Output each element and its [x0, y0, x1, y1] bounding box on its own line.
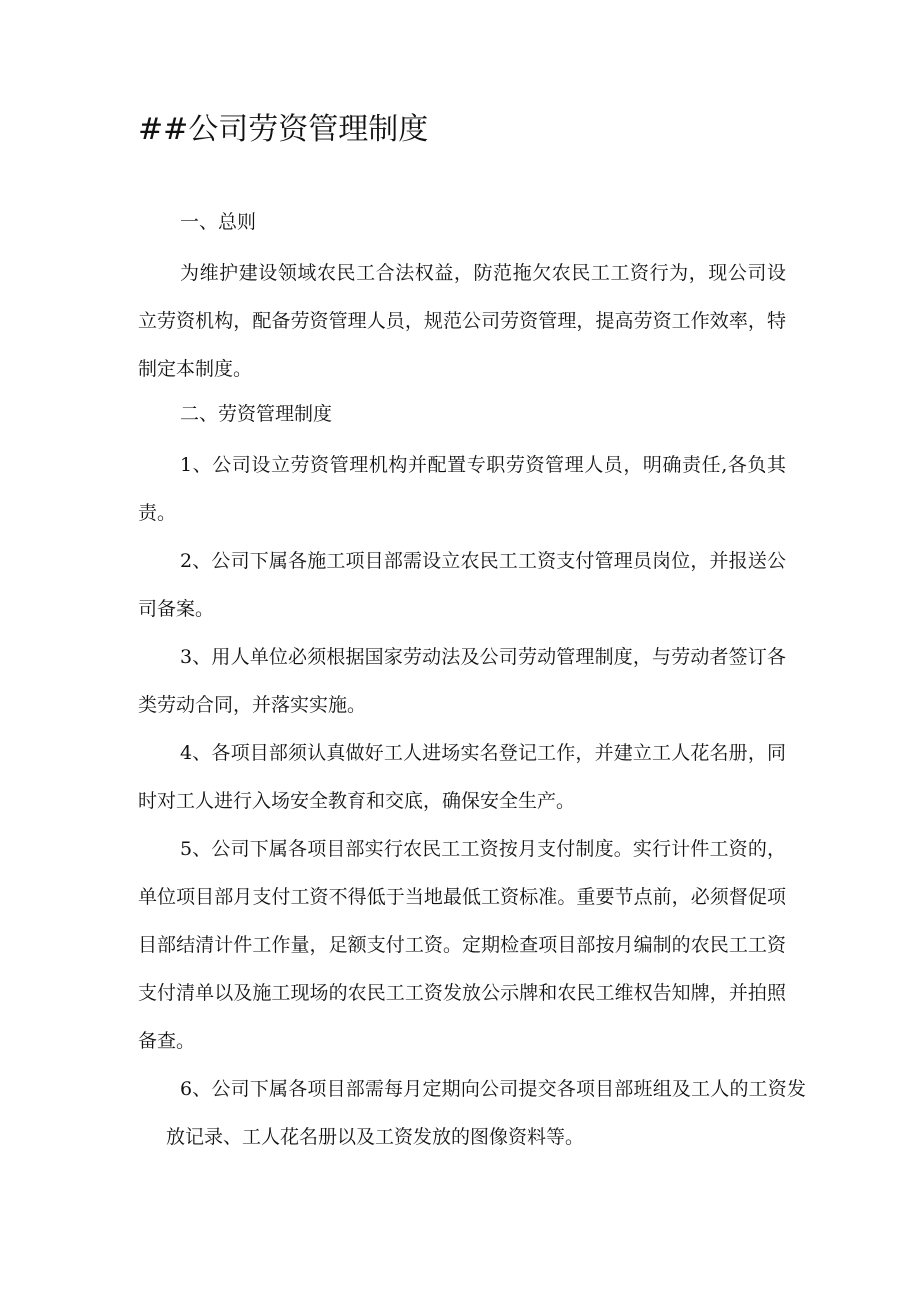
rule-item-3: 3、用人单位必须根据国家劳动法及公司劳动管理制度，与劳动者签订各类劳动合同，并落实实施。 — [138, 646, 786, 716]
section-paragraph-general: 为维护建设领域农民工合法权益，防范拖欠农民工工资行为，现公司设立劳资机构，配备劳资管理人员，规范公司劳资管理，提高劳资工作效率，特制定本制度。 — [138, 262, 786, 380]
rule-item-1: 1、公司设立劳资管理机构并配置专职劳资管理人员，明确责任,各负其责。 — [138, 454, 786, 524]
document-title: ##公司劳资管理制度 — [138, 112, 429, 147]
rule-item-6: 6、公司下属各项目部需每月定期向公司提交各项目部班组及工人的工资发放记录、工人花名册以及工资发放的图像资料等。 — [166, 1078, 806, 1148]
section-heading-general: 一、总则 — [180, 211, 257, 233]
section-heading-management: 二、劳资管理制度 — [180, 403, 333, 425]
rule-item-2: 2、公司下属各施工项目部需设立农民工工资支付管理员岗位，并报送公司备案。 — [138, 550, 786, 620]
rule-item-5: 5、公司下属各项目部实行农民工工资按月支付制度。实行计件工资的，单位项目部月支付工资不得低于当地最低工资标准。重要节点前，必须督促项目部结清计件工作量，足额支付工资。定期检查项目部按月编制的农民工工资支付清单以及施工现场的农民工工资发放公示牌和农民工维权告知牌，并拍照备查。 — [138, 838, 786, 1052]
rule-item-4: 4、各项目部须认真做好工人进场实名登记工作，并建立工人花名册，同时对工人进行入场安全教育和交底，确保安全生产。 — [138, 742, 786, 812]
